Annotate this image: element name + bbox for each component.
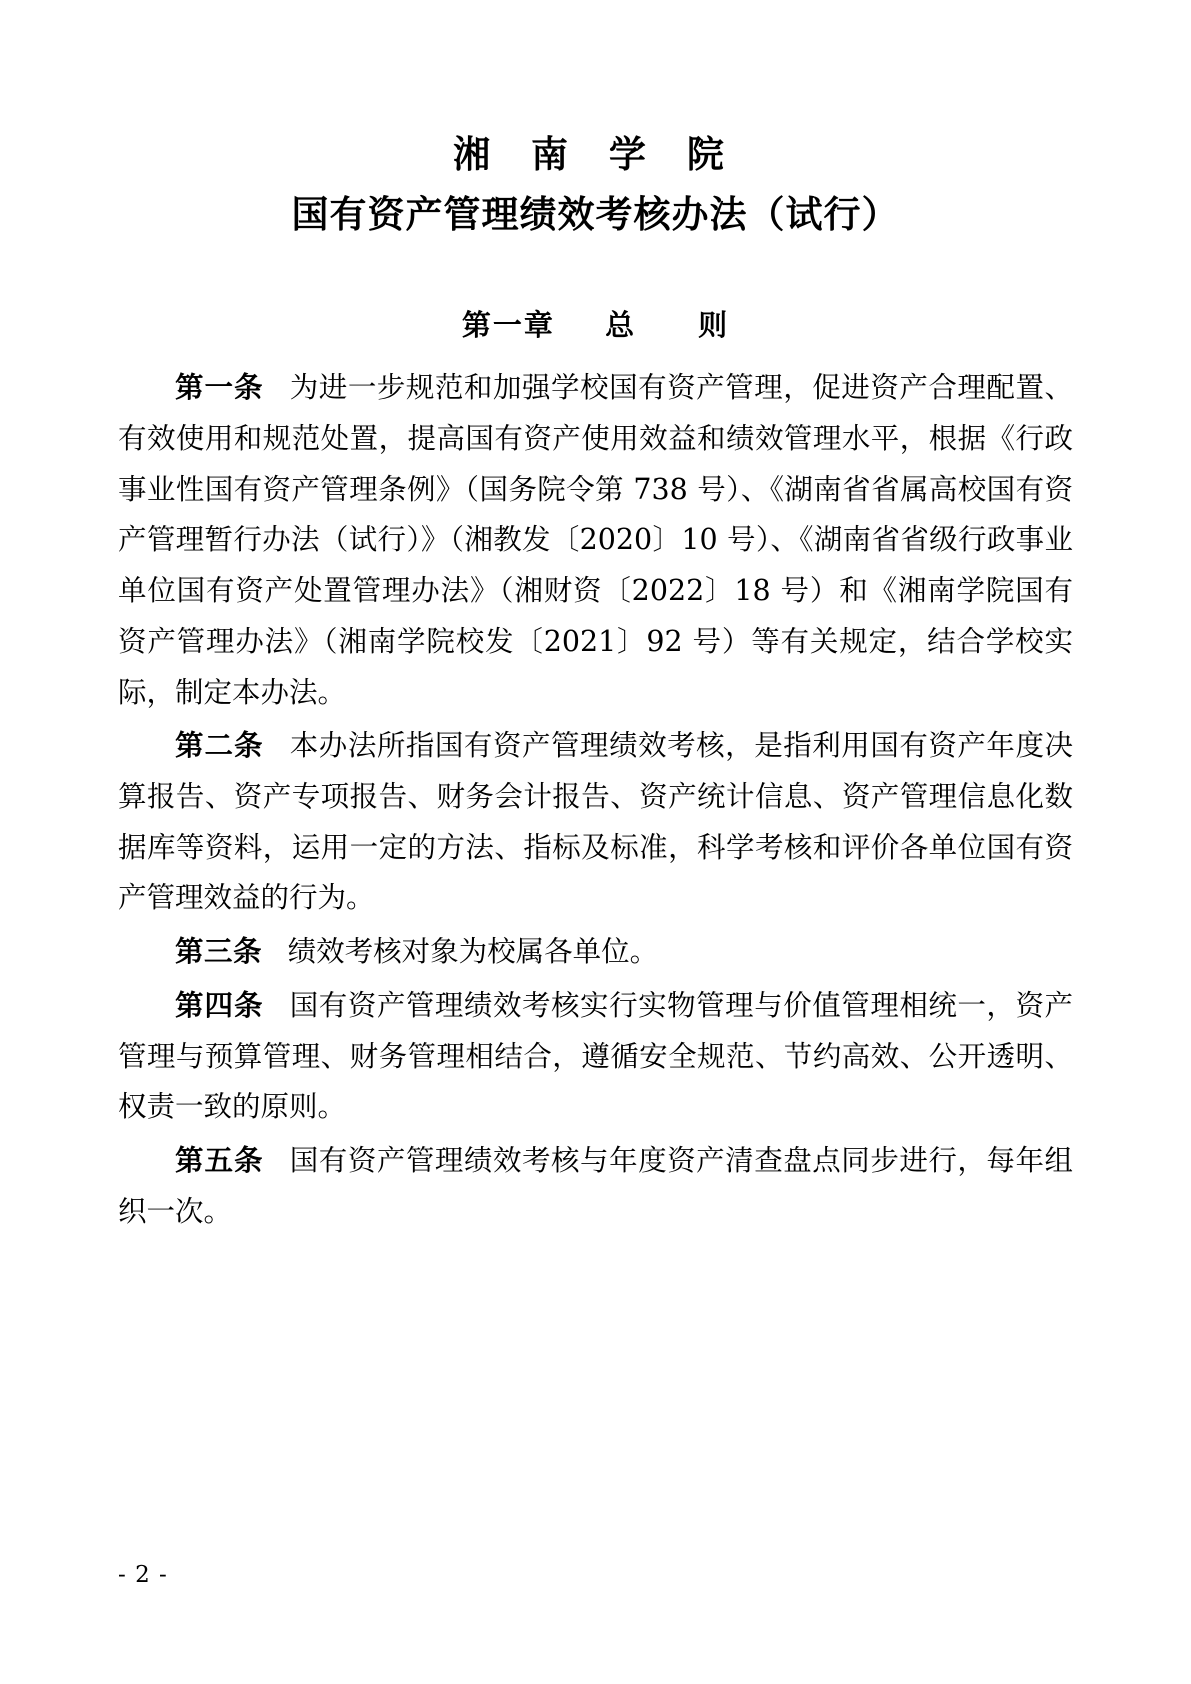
chapter-heading-title: 总 则: [605, 308, 730, 343]
chapter-heading: [118, 303, 1073, 344]
document-title-line-2: 国有资产管理绩效考核办法（试行）: [291, 191, 900, 236]
article-text: 绩效考核对象为校属各单位。: [287, 935, 659, 969]
article-paragraph: [118, 980, 1073, 1133]
article-text: 国有资产管理绩效考核与年度资产清查盘点同步进行，每年组织一次。: [118, 1144, 1073, 1228]
page-number: - 2 -: [118, 1562, 168, 1588]
article-paragraph: [118, 926, 1073, 978]
article-label: 第五条: [175, 1143, 264, 1178]
document-title: [118, 128, 1073, 241]
article-text: 国有资产管理绩效考核实行实物管理与价值管理相统一，资产管理与预算管理、财务管理相结合，遵循安全规范、节约高效、公开透明、权责一致的原则。: [118, 988, 1073, 1124]
article-paragraph: [118, 1135, 1073, 1237]
chapter-heading-number: 第一章: [461, 308, 555, 343]
document-title-line-1: 湘 南 学 院: [453, 132, 738, 176]
article-paragraph: [118, 720, 1073, 924]
article-label: 第一条: [175, 370, 264, 405]
article-label: 第四条: [175, 987, 264, 1022]
article-paragraph: [118, 362, 1073, 718]
article-text: 为进一步规范和加强学校国有资产管理，促进资产合理配置、有效使用和规范处置，提高国有资产使用效益和绩效管理水平，根据《行政事业性国有资产管理条例》（国务院令第 738 号）、《湖南省省属高校国有资产管理暂行办法（试行）》（湘教发〔2020〕10 号）、《湖南省省级行政事业单位国有资产处置管理办法》（湘财资〔2022〕18 号）和《湘南学院国有资产管理办法》（湘南学院校发〔2021〕92 号）等有关规定，结合学校实际，制定本办法。: [118, 371, 1073, 709]
article-text: 本办法所指国有资产管理绩效考核，是指利用国有资产年度决算报告、资产专项报告、财务会计报告、资产统计信息、资产管理信息化数据库等资料，运用一定的方法、指标及标准，科学考核和评价各单位国有资产管理效益的行为。: [118, 729, 1073, 915]
article-label: 第二条: [175, 728, 264, 763]
article-label: 第三条: [175, 934, 263, 969]
